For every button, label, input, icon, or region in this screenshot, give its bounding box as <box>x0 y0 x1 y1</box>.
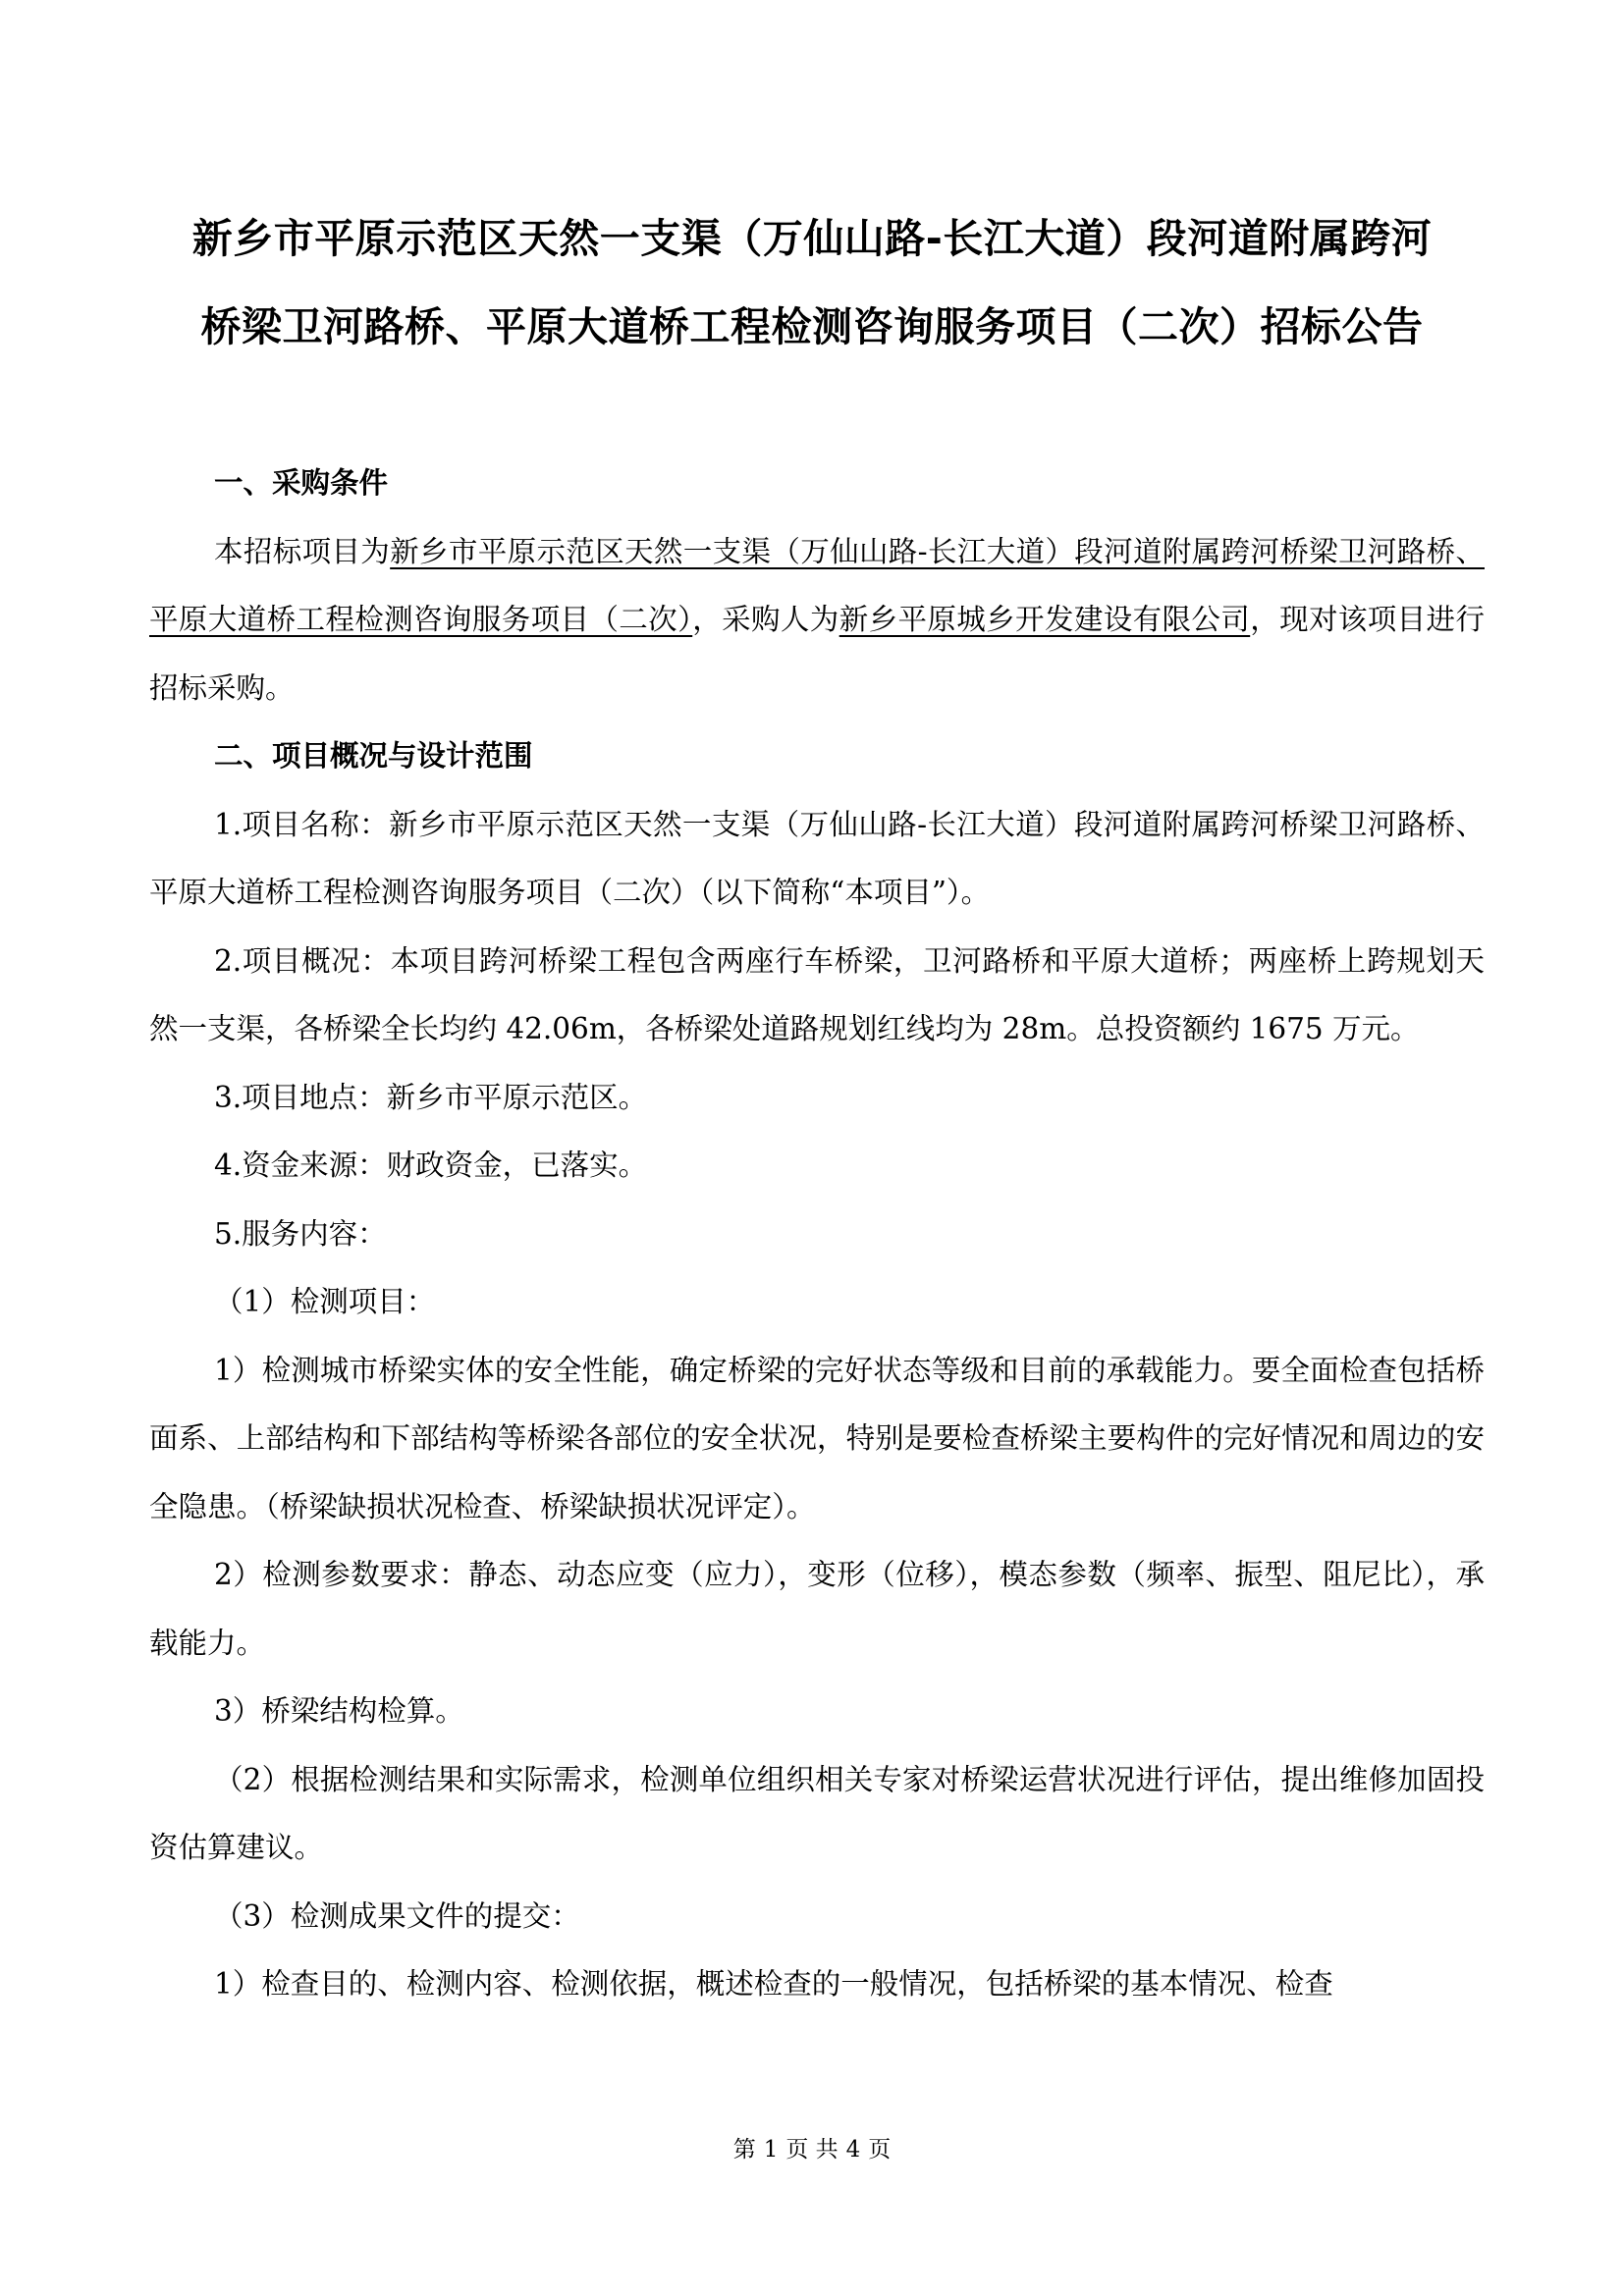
section-2-heading: 二、项目概况与设计范围 <box>214 739 533 773</box>
sub-1-3-structural-check: 3）桥梁结构检算。 <box>214 1694 464 1728</box>
section-1-mid: ，采购人为 <box>692 603 839 636</box>
section-1-paragraph <box>149 518 1485 723</box>
document-title <box>128 194 1496 371</box>
footer-page-suffix: 页 <box>868 2137 892 2163</box>
item-4-funding-source: 4.资金来源：财政资金，已落实。 <box>214 1148 648 1182</box>
footer-page-mid: 页 共 <box>785 2137 839 2163</box>
sub-1-inspection-items: （1）检测项目： <box>214 1285 436 1318</box>
document-body <box>149 450 1485 2019</box>
sub-3-deliverables: （3）检测成果文件的提交： <box>214 1898 580 1933</box>
page-footer <box>0 2135 1624 2164</box>
buyer-name-underlined: 新乡平原城乡开发建设有限公司 <box>839 603 1251 636</box>
item-2-project-overview: 2.项目概况：本项目跨河桥梁工程包含两座行车桥梁，卫河路桥和平原大道桥；两座桥上跨规划天然一支渠，各桥梁全长均约 42.06m，各桥梁处道路规划红线均为 28m。总投资额约 1675 万元。 <box>149 943 1485 1045</box>
item-1-project-name: 1.项目名称：新乡市平原示范区天然一支渠（万仙山路-长江大道）段河道附属跨河桥梁卫河路桥、平原大道桥工程检测咨询服务项目（二次）（以下简称“本项目”）。 <box>149 807 1485 909</box>
sub-3-1-report-content: 1）检查目的、检测内容、检测依据，概述检查的一般情况，包括桥梁的基本情况、检查 <box>214 1967 1333 2001</box>
section-1-heading: 一、采购条件 <box>214 466 389 500</box>
footer-page-prefix: 第 <box>732 2137 756 2163</box>
item-5-service-content: 5.服务内容： <box>214 1216 387 1251</box>
sub-2-evaluation: （2）根据检测结果和实际需求，检测单位组织相关专家对桥梁运营状况进行评估，提出维修加固投资估算建议。 <box>149 1762 1485 1864</box>
sub-1-2-parameters: 2）检测参数要求：静态、动态应变（应力），变形（位移），模态参数（频率、振型、阻尼比），承载能力。 <box>149 1558 1485 1660</box>
item-3-project-location: 3.项目地点：新乡市平原示范区。 <box>214 1080 648 1114</box>
project-name-underlined: 新乡市平原示范区天然一支渠（万仙山路-长江大道）段河道附属跨河桥梁卫河路桥、平原大道桥工程检测咨询服务项目（二次） <box>149 534 1485 636</box>
title-line-1: 新乡市平原示范区天然一支渠（万仙山路-长江大道）段河道附属跨河 <box>191 215 1433 262</box>
footer-page-number: 1 <box>763 2137 779 2163</box>
sub-1-1-safety-performance: 1）检测城市桥梁实体的安全性能，确定桥梁的完好状态等级和目前的承载能力。要全面检查包括桥面系、上部结构和下部结构等桥梁各部位的安全状况，特别是要检查桥梁主要构件的完好情况和周边的安全隐患。（桥梁缺损状况检查、桥梁缺损状况评定）。 <box>149 1353 1485 1523</box>
footer-page-total: 4 <box>845 2137 861 2163</box>
section-1-suffix: ，现对该项目进行招标采购。 <box>149 603 1485 705</box>
title-line-2: 桥梁卫河路桥、平原大道桥工程检测咨询服务项目（二次）招标公告 <box>200 303 1424 350</box>
section-1-prefix: 本招标项目为 <box>214 534 391 568</box>
